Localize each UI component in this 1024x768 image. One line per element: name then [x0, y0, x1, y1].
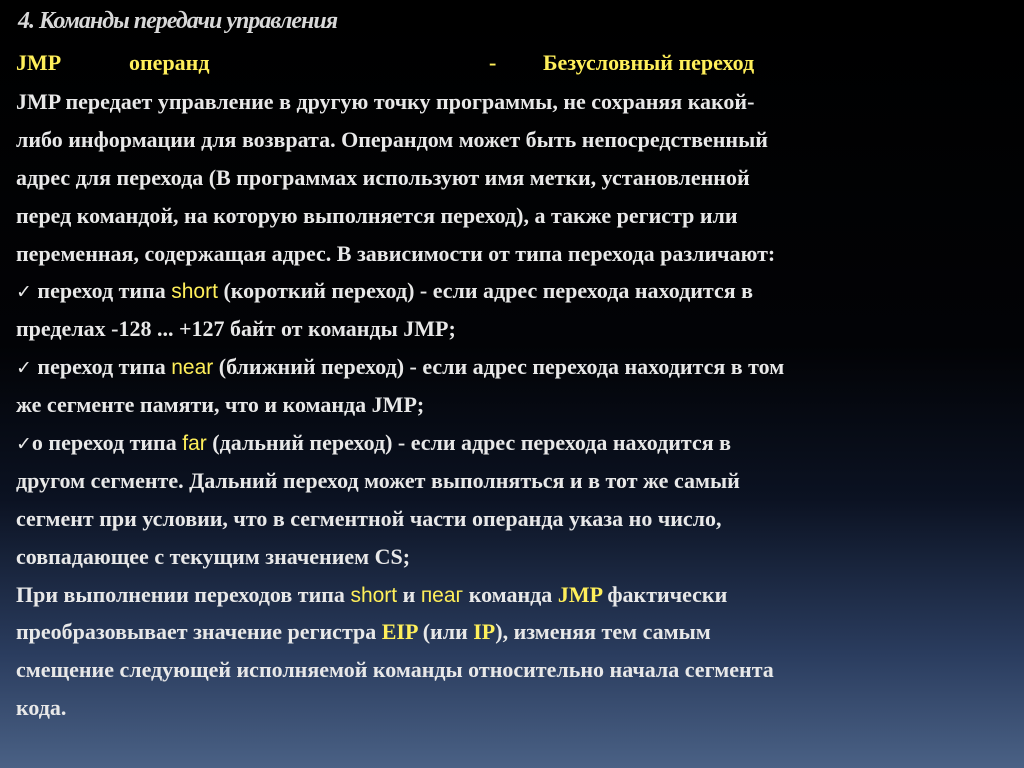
summary-line — [16, 576, 1016, 614]
summary-text: фактически — [601, 581, 728, 607]
checkmark-icon: ✓ — [16, 281, 32, 304]
command-mnemonic: JMP — [16, 50, 62, 75]
bullet-text: (короткий переход) - если адрес перехода находится в — [217, 278, 754, 304]
command-operand: операнд — [129, 50, 210, 75]
bullet-text: (дальний переход) - если адрес перехода находится в — [206, 430, 731, 456]
keyword-eip: EIP — [381, 619, 418, 645]
summary-text: и — [397, 581, 421, 607]
bullet-text: переход типа — [31, 354, 172, 380]
paragraph-line: смещение следующей исполняемой команды относительно начала сегмента — [16, 657, 774, 683]
keyword-short: short — [350, 583, 398, 607]
command-dash: - — [489, 50, 497, 75]
paragraph-line: же сегменте памяти, что и команда JMP; — [16, 392, 425, 418]
summary-text: При выполнении переходов типа — [16, 581, 351, 607]
paragraph-line: сегмент при условии, что в сегментной части операнда указа но число, — [16, 505, 722, 531]
keyword-ip: IP — [473, 619, 496, 645]
paragraph-line: либо информации для возврата. Операндом может быть непосредственный — [16, 126, 768, 152]
keyword-far: far — [182, 432, 207, 456]
summary-line — [16, 613, 1016, 651]
paragraph-line: кода. — [16, 695, 67, 721]
paragraph-line: переменная, содержащая адрес. В зависимости от типа перехода различают: — [16, 240, 776, 266]
command-description: Безусловный переход — [543, 50, 755, 75]
summary-text: ), изменяя тем самым — [495, 619, 711, 645]
summary-text: преобразовывает значение регистра — [16, 619, 382, 645]
keyword-near: near — [171, 356, 214, 380]
bullet-text: о переход типа — [31, 430, 183, 456]
paragraph-line: перед командой, на которую выполняется переход), а также регистр или — [16, 202, 738, 228]
summary-text: команда — [463, 581, 558, 607]
checkmark-icon: ✓ — [16, 357, 32, 380]
bullet-far — [16, 424, 1016, 462]
keyword-short: short — [171, 280, 218, 304]
bullet-text: переход типа — [31, 278, 172, 304]
summary-text: (или — [417, 619, 474, 645]
bullet-short — [16, 272, 1016, 310]
paragraph-line: JMP передает управление в другую точку программы, не сохраняя какой- — [16, 89, 755, 114]
slide-title: 4. Команды передачи управления — [18, 8, 338, 34]
paragraph-line: пределах -128 ... +127 байт от команды JMP; — [16, 316, 456, 342]
keyword-jmp: JMP — [557, 581, 602, 607]
command-header — [16, 50, 1016, 80]
paragraph-line: адрес для перехода (В программах используют имя метки, установленной — [16, 164, 750, 190]
keyword-near: пеаг — [420, 583, 464, 607]
bullet-text: (ближний переход) - если адрес перехода находится в том — [213, 354, 785, 380]
bullet-near — [16, 348, 1016, 386]
checkmark-icon: ✓ — [16, 433, 32, 456]
paragraph-line: совпадающее с текущим значением CS; — [16, 543, 411, 569]
body-text — [16, 83, 1016, 727]
paragraph-line: другом сегменте. Дальний переход может выполняться и в тот же самый — [16, 467, 740, 493]
